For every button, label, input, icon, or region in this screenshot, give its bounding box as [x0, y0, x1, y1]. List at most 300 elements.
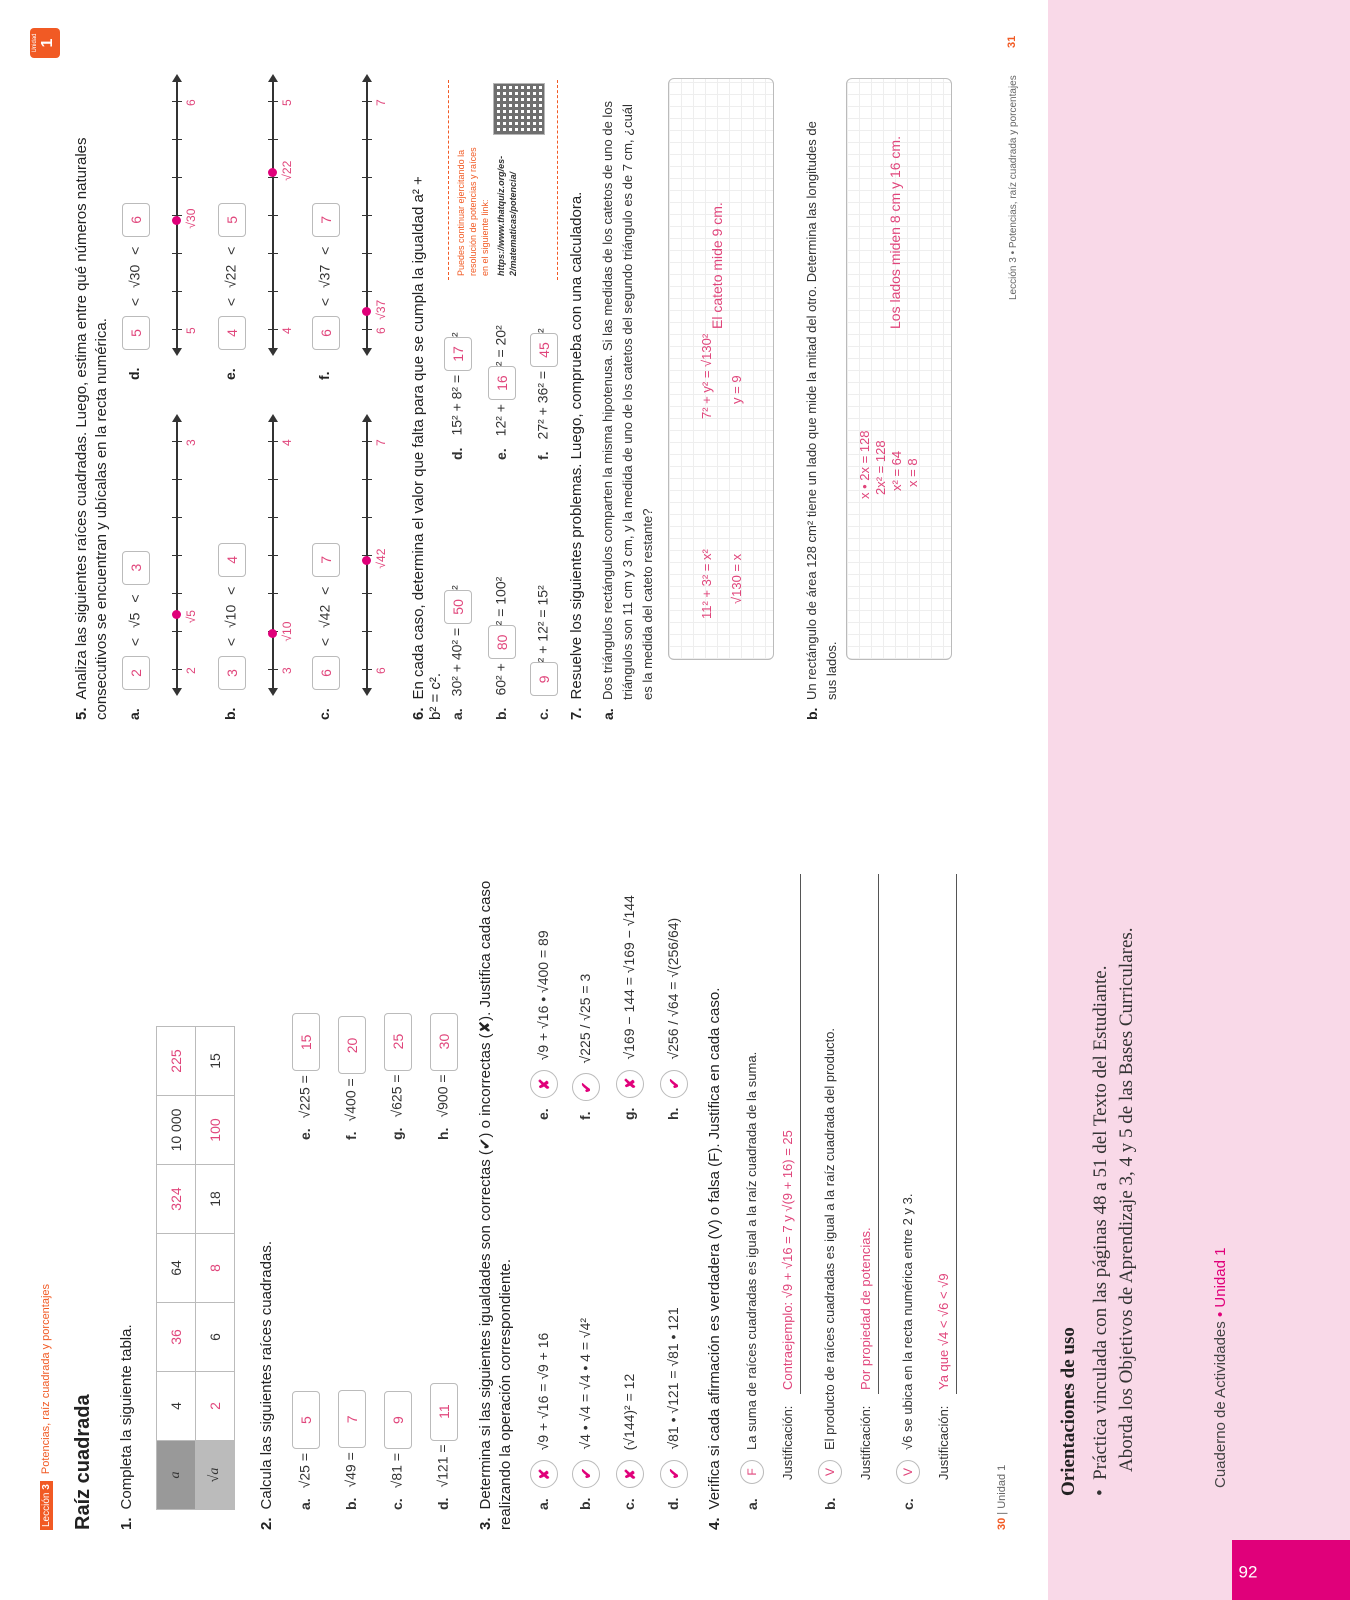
q3-item-label: c.	[621, 1498, 637, 1510]
q5-root: √10	[222, 604, 239, 629]
q5-item-label: b.	[222, 707, 238, 720]
sidebar-heading: Orientaciones de uso	[1058, 1327, 1079, 1496]
q3-mark-icon[interactable]: ✘	[616, 1460, 644, 1488]
q3-mark-icon[interactable]: ✔	[572, 1460, 600, 1488]
q5-tick	[172, 101, 182, 102]
q5-inequality	[218, 543, 246, 690]
q4-justification-answer: Ya que √4 < √6 < √9	[936, 1273, 951, 1390]
q5-tick	[268, 593, 278, 594]
q5-item-label: e.	[222, 368, 238, 380]
q1-cell-root[interactable]: 100	[196, 1096, 235, 1165]
q2-item-label: d.	[434, 1497, 451, 1510]
q5-item-label: a.	[126, 708, 142, 720]
q1-cell-root[interactable]: 15	[196, 1027, 235, 1096]
q5-tick	[362, 441, 372, 442]
q7b-work-line: x² = 64	[889, 450, 904, 491]
q3-mark-icon[interactable]: ✘	[616, 1070, 644, 1098]
q5-arrow-left-icon	[362, 348, 372, 356]
q5-item-label: d.	[126, 367, 142, 380]
q5-point-label: √37	[374, 299, 388, 320]
q5-tick-label-right: 4	[280, 439, 294, 446]
q5-point-label: √5	[184, 610, 198, 624]
q5-item	[312, 60, 402, 380]
q5-arrow-right-icon	[362, 74, 372, 82]
q5-tick	[362, 291, 372, 292]
q5-tick-label-left: 6	[374, 327, 388, 334]
q2-item-label: b.	[342, 1497, 359, 1510]
q4-statement-text: El producto de raíces cuadradas es igual a la raíz cuadrada del producto.	[822, 1027, 837, 1450]
q7b-work-area[interactable]	[846, 78, 952, 660]
q5-item-label: f.	[316, 371, 332, 380]
q1-cell-root[interactable]: 18	[196, 1165, 235, 1234]
q7a-work-area[interactable]	[668, 78, 774, 660]
lesson-badge	[40, 1481, 53, 1530]
q7b-label-text: b.	[804, 707, 820, 720]
q6-answer-box[interactable]: 9	[530, 662, 558, 696]
tip-text: Puedes continuar ejercitando la resolución de potencias y raíces en el siguiente link:	[456, 147, 490, 276]
q5-root: √5	[126, 612, 143, 629]
q5-tick	[172, 177, 182, 178]
q5-tick	[172, 253, 182, 254]
q2-number: 2.	[258, 1517, 275, 1530]
q5-tick	[362, 593, 372, 594]
q2-item-label: a.	[296, 1498, 313, 1510]
q5-point-label: √22	[280, 160, 294, 181]
q6-item-label: b.	[492, 707, 509, 720]
q6-after: ²	[534, 328, 551, 334]
q3-item-label: b.	[577, 1497, 593, 1510]
lesson-header	[40, 1284, 52, 1530]
q2-answer-box[interactable]: 7	[338, 1390, 366, 1448]
q5-tick	[268, 101, 278, 102]
q7b-text: Un rectángulo de área 128 cm² tiene un lado que mide la mitad del otro. Determina las longitudes de sus lados.	[804, 121, 839, 700]
footer-page-number: 31	[1006, 35, 1018, 48]
q3-item-label: g.	[621, 1107, 637, 1120]
q5-inequality	[312, 203, 340, 350]
q5-upper-bound-box[interactable]: 6	[122, 203, 150, 237]
q5-tick	[268, 291, 278, 292]
q6-before: 30² + 40² =	[448, 623, 465, 697]
q6-after: ²	[448, 585, 465, 590]
q2-item	[292, 1391, 320, 1510]
q4-statement-text: √6 se ubica en la recta numérica entre 2 y 3.	[900, 1193, 915, 1450]
q5-tick	[172, 631, 182, 632]
q6-item	[530, 585, 558, 720]
q2-expression: √49 =	[342, 1448, 359, 1488]
q6-answer-box[interactable]: 16	[488, 366, 516, 400]
q5-arrow-right-icon	[172, 74, 182, 82]
q1-cell-a: a	[157, 1441, 196, 1510]
q1-statement	[118, 1324, 135, 1530]
q2-item-label: c.	[388, 1498, 405, 1510]
q6-item-label: d.	[448, 447, 465, 460]
q5-item	[122, 400, 212, 720]
q5-inequality	[122, 551, 150, 690]
q3-mark-icon[interactable]: ✘	[530, 1070, 558, 1098]
q5-tick-label-right: 7	[374, 439, 388, 446]
sidebar-bullet-1: • Práctica vinculada con las páginas 48 a 51 del Texto del Estudiante.	[1090, 965, 1111, 1496]
sidebar-footer-unit: Unidad 1	[1212, 1247, 1229, 1308]
q6-item	[530, 328, 558, 460]
q5-upper-bound-box[interactable]: 7	[312, 203, 340, 237]
q3-mark-icon[interactable]: ✔	[572, 1073, 600, 1101]
q5-lt-sign: <	[316, 242, 333, 259]
q5-tick	[172, 139, 182, 140]
q5-item	[218, 400, 308, 720]
q2-answer-box[interactable]: 5	[292, 1391, 320, 1449]
q6-answer-box[interactable]: 45	[530, 333, 558, 367]
tip-link[interactable]: https://www.thatquiz.org/es-2/matematicas/potencia/	[496, 155, 518, 276]
q5-tick	[268, 329, 278, 330]
q4-justification-answer: Contraejemplo: √9 + √16 = 7 y √(9 + 16) = 25	[780, 1130, 795, 1390]
q1-cell-a[interactable]: 4	[157, 1372, 196, 1441]
footer-left: 30 | Unidad 1	[996, 1464, 1008, 1530]
q5-root: √30	[126, 264, 143, 289]
q5-upper-bound-box[interactable]: 3	[122, 551, 150, 585]
q2-item	[384, 1013, 412, 1140]
q6-answer-box[interactable]: 17	[444, 337, 472, 371]
q5-lt-sign: <	[222, 242, 239, 259]
q5-point-marker	[172, 216, 181, 225]
q3-item-label: a.	[535, 1498, 551, 1510]
q2-item-label: g.	[388, 1127, 405, 1140]
q3-item	[614, 895, 644, 1120]
q3-item	[658, 1307, 688, 1510]
q6-item-label: c.	[534, 708, 551, 720]
q5-tick	[362, 253, 372, 254]
q4-number: 4.	[706, 1517, 723, 1530]
q1-cell-root[interactable]: 8	[196, 1234, 235, 1303]
q5-upper-bound-box[interactable]: 4	[218, 543, 246, 577]
sidebar-footer-book: Cuaderno de Actividades	[1212, 1321, 1229, 1488]
q7a-work-line-1: 11² + 3² = x²	[699, 549, 714, 619]
q5-point-label: √42	[374, 548, 388, 569]
q6-item-label: a.	[448, 708, 465, 720]
q4-vf-marker[interactable]: V	[896, 1460, 920, 1484]
q5-lower-bound-box[interactable]: 5	[122, 316, 150, 350]
sidebar-page-badge	[1232, 1540, 1350, 1600]
q1-cell-root: √a	[196, 1441, 235, 1510]
q5-lower-bound-box[interactable]: 2	[122, 656, 150, 690]
q2-expression: √225 =	[296, 1071, 313, 1119]
q5-lower-bound-box[interactable]: 6	[312, 656, 340, 690]
q5-lt-sign: <	[126, 242, 143, 259]
q4-justification-label: Justificación:	[858, 1405, 873, 1480]
q5-tick	[362, 101, 372, 102]
q1-cell-a[interactable]: 324	[157, 1165, 196, 1234]
q2-answer-box[interactable]: 9	[384, 1391, 412, 1449]
q4-statement	[706, 870, 723, 1530]
q3-mark-icon[interactable]: ✔	[660, 1070, 688, 1098]
q2-answer-box[interactable]: 25	[384, 1013, 412, 1071]
q5-statement	[72, 100, 112, 720]
q2-answer-box[interactable]: 11	[430, 1383, 458, 1441]
q4-item-label: c.	[900, 1498, 916, 1510]
q2-item	[292, 1013, 320, 1140]
q1-table	[156, 1026, 235, 1510]
q2-item	[338, 1390, 366, 1510]
q3-expression: √9 + √16 • √400 = 89	[535, 930, 551, 1061]
footer-unit-text: Unidad 1	[996, 1464, 1008, 1509]
unit-badge-number: 1	[39, 38, 56, 48]
q5-tick-label-right: 3	[184, 439, 198, 446]
footer-lesson-text: Lección 3 • Potencias, raíz cuadrada y porcentajes	[1008, 75, 1019, 300]
q5-lt-sign: <	[316, 582, 333, 599]
q5-tick	[268, 479, 278, 480]
sidebar-page-number: 92	[1238, 1562, 1258, 1582]
q5-arrow-left-icon	[268, 348, 278, 356]
q5-item	[312, 400, 402, 720]
q4-item-label: b.	[822, 1497, 838, 1510]
q5-lower-bound-box[interactable]: 6	[312, 316, 340, 350]
q5-upper-bound-box[interactable]: 5	[218, 203, 246, 237]
q2-item	[430, 1013, 458, 1140]
q5-lower-bound-box[interactable]: 4	[218, 316, 246, 350]
q7b-work-line: x • 2x = 128	[857, 430, 872, 499]
q5-tick	[362, 215, 372, 216]
lesson-badge-text: Lección	[41, 1492, 52, 1527]
q5-arrow-right-icon	[268, 74, 278, 82]
sidebar-bullet-2: Aborda los Objetivos de Aprendizaje 3, 4 y 5 de las Bases Curriculares.	[1116, 927, 1137, 1472]
q3-item	[528, 1333, 558, 1510]
q4-vf-marker[interactable]: F	[740, 1460, 764, 1484]
q6-before: 12² +	[492, 400, 509, 437]
q3-statement	[476, 870, 516, 1530]
q4-item	[896, 850, 972, 1510]
q5-tick	[268, 555, 278, 556]
q7b-block	[790, 0, 1050, 800]
q5-tick-label-left: 6	[374, 667, 388, 674]
sidebar-footer	[1212, 1248, 1229, 1488]
q3-item-label: e.	[535, 1108, 551, 1120]
q5-lower-bound-box[interactable]: 3	[218, 656, 246, 690]
q2-text: Calcula las siguientes raíces cuadradas.	[258, 1241, 275, 1510]
q5-lt-sign: <	[316, 294, 333, 310]
q5-number: 5.	[73, 707, 90, 720]
q4-justification-label: Justificación:	[780, 1405, 795, 1480]
q3-expression: √81 • √121 = √81 • 121	[665, 1307, 681, 1450]
q4-statement-text: La suma de raíces cuadradas es igual a la raíz cuadrada de la suma.	[744, 1051, 759, 1450]
q5-tick	[362, 631, 372, 632]
q5-tick	[268, 139, 278, 140]
q2-item	[338, 1016, 366, 1140]
sidebar-bullet-1-text: Práctica vinculada con las páginas 48 a 51 del Texto del Estudiante.	[1090, 965, 1111, 1480]
q5-tick-label-left: 3	[280, 667, 294, 674]
page-30-content	[0, 800, 1048, 1600]
q5-lt-sign: <	[222, 634, 239, 650]
footer-page-30: 30	[996, 1517, 1008, 1530]
q4-text: Verifica si cada afirmación es verdadera (V) o falsa (F). Justifica en cada caso.	[706, 987, 723, 1510]
q3-item	[528, 930, 558, 1120]
q4-justification-label: Justificación:	[936, 1405, 951, 1480]
q2-item-label: h.	[434, 1127, 451, 1140]
q4-justification-underline	[878, 874, 879, 1394]
q5-point-marker	[268, 168, 277, 177]
q3-item-label: f.	[577, 1111, 593, 1120]
q3-expression: √256 / √64 = √(256/64)	[665, 917, 681, 1060]
q5-tick-label-right: 5	[280, 99, 294, 106]
q1-cell-root[interactable]: 2	[196, 1372, 235, 1441]
q5-point-label: √10	[280, 621, 294, 642]
q1-row-a	[157, 1027, 196, 1510]
q5-tick	[362, 517, 372, 518]
q5-tick	[268, 177, 278, 178]
q5-item	[122, 60, 212, 380]
unit-badge	[30, 28, 60, 58]
q3-mark-icon[interactable]: ✘	[530, 1460, 558, 1488]
q6-item	[488, 577, 516, 720]
q5-point-marker	[362, 307, 371, 316]
q5-upper-bound-box[interactable]: 7	[312, 543, 340, 577]
q3-text: Determina si las siguientes igualdades son correctas (✔) o incorrectas (✘). Justifica cada caso realizando la operación correspondiente.	[477, 880, 514, 1530]
q5-point-label: √30	[184, 208, 198, 229]
q6-before: 60² +	[492, 659, 509, 696]
q5-tick-label-right: 7	[374, 99, 388, 106]
tip-box	[448, 80, 558, 280]
q6-after: ²	[448, 332, 465, 337]
q3-expression: √9 + √16 = √9 + 16	[535, 1332, 551, 1451]
lesson-badge-number: 3	[41, 1484, 52, 1490]
q1-cell-a[interactable]: 36	[157, 1303, 196, 1372]
q3-expression: √225 / √25 = 3	[577, 973, 593, 1064]
q3-item	[658, 918, 688, 1120]
q2-item-label: f.	[342, 1131, 359, 1140]
q5-tick	[362, 139, 372, 140]
q4-justification-underline	[800, 874, 801, 1394]
q5-lt-sign: <	[316, 634, 333, 650]
q2-answer-box[interactable]: 30	[430, 1013, 458, 1071]
q6-item-label: f.	[534, 451, 551, 460]
q5-arrow-right-icon	[362, 414, 372, 422]
q5-arrow-right-icon	[268, 414, 278, 422]
q5-tick	[172, 441, 182, 442]
q1-cell-a[interactable]: 64	[157, 1234, 196, 1303]
unit-badge-small: Unidad	[32, 33, 38, 53]
q5-tick	[172, 593, 182, 594]
q2-item	[384, 1391, 412, 1510]
q5-root: √37	[316, 264, 333, 289]
q5-lt-sign: <	[222, 294, 239, 310]
q3-mark-icon[interactable]: ✔	[660, 1460, 688, 1488]
q5-lt-sign: <	[126, 634, 143, 650]
q7a-label: a.	[600, 708, 616, 720]
q7b-work-line: 2x² = 128	[873, 440, 888, 495]
q5-text: Analiza las siguientes raíces cuadradas. Luego, estima entre qué números naturales consecutivos se encuentran y ubícalas en la recta numérica.	[73, 137, 110, 720]
q7a-work-line-4: y = 9	[729, 375, 744, 404]
q6-text: En cada caso, determina el valor que falta para que se cumpla la igualdad a² + b² = c².	[410, 176, 444, 720]
q4-justification-underline	[956, 874, 957, 1394]
q5-inequality	[218, 203, 246, 350]
q7-statement	[568, 80, 585, 720]
q5-lt-sign: <	[126, 590, 143, 607]
q5-tick	[362, 177, 372, 178]
q6-item	[488, 325, 516, 460]
q6-before: 15² + 8² =	[448, 370, 465, 436]
q4-item	[740, 850, 816, 1510]
q1-cell-root[interactable]: 6	[196, 1303, 235, 1372]
q5-tick-label-left: 4	[280, 327, 294, 334]
q6-item	[444, 332, 472, 460]
qr-code-icon	[493, 83, 545, 135]
q5-item-label: c.	[316, 708, 332, 720]
q5-tick	[268, 441, 278, 442]
q6-item	[444, 585, 472, 720]
q5-tick	[268, 253, 278, 254]
q5-root: √22	[222, 264, 239, 289]
q3-item	[614, 1374, 644, 1510]
q2-expression: √625 =	[388, 1070, 405, 1118]
q5-arrow-left-icon	[268, 688, 278, 696]
q5-arrow-left-icon	[362, 688, 372, 696]
q7a-answer: El cateto mide 9 cm.	[709, 202, 725, 329]
q2-expression: √81 =	[388, 1449, 405, 1489]
q4-item-label: a.	[744, 1498, 760, 1510]
q6-after: ² = 20²	[492, 325, 509, 367]
q5-point-marker	[172, 610, 181, 619]
book-page-30	[0, 800, 1049, 1600]
q7-text: Resuelve los siguientes problemas. Luego, comprueba con una calculadora.	[568, 191, 585, 700]
q6-answer-box[interactable]: 50	[444, 590, 472, 624]
q7a-work-line-3: 7² + y² = √130²	[699, 333, 714, 419]
q5-tick-label-left: 2	[184, 667, 198, 674]
q2-expression: √121 =	[434, 1440, 451, 1488]
q3-expression: √4 • √4 = √4 • 4 = √4²	[577, 1317, 593, 1450]
q7b-answer: Los lados miden 8 cm y 16 cm.	[887, 136, 903, 329]
q5-tick	[172, 555, 182, 556]
q1-cell-a[interactable]: 225	[157, 1027, 196, 1096]
q5-item	[218, 60, 308, 380]
q2-item	[430, 1383, 458, 1510]
q6-answer-box[interactable]: 80	[488, 625, 516, 659]
q2-answer-box[interactable]: 15	[292, 1013, 320, 1071]
q1-number: 1.	[118, 1517, 135, 1530]
q5-tick	[172, 479, 182, 480]
q5-tick	[172, 329, 182, 330]
q6-before: 27² + 36² =	[534, 367, 551, 440]
q5-tick	[268, 215, 278, 216]
q4-vf-marker[interactable]: V	[818, 1460, 842, 1484]
q1-text: Completa la siguiente tabla.	[118, 1324, 135, 1510]
q3-item	[570, 974, 600, 1120]
q5-inequality	[312, 543, 340, 690]
lesson-title: Potencias, raíz cuadrada y porcentajes	[40, 1283, 52, 1475]
q7b-work	[857, 430, 921, 499]
q5-point-marker	[268, 629, 277, 638]
q3-item-label: h.	[665, 1107, 681, 1120]
q4-item	[818, 850, 894, 1510]
q5-tick-label-right: 6	[184, 99, 198, 106]
q2-expression: √400 =	[342, 1074, 359, 1122]
q5-tick-label-left: 5	[184, 327, 198, 334]
q4-justification-answer: Por propiedad de potencias.	[858, 1227, 873, 1390]
q3-item-label: d.	[665, 1497, 681, 1510]
q5-tick	[172, 669, 182, 670]
q5-lt-sign: <	[222, 582, 239, 599]
sidebar-content	[1048, 0, 1350, 1600]
q2-answer-box[interactable]: 20	[338, 1016, 366, 1074]
q5-arrow-left-icon	[172, 688, 182, 696]
q3-item	[570, 1318, 600, 1510]
q6-after: ² + 12² = 15²	[534, 585, 551, 663]
q6-after: ² = 100²	[492, 576, 509, 626]
q5-tick	[268, 517, 278, 518]
q1-cell-a[interactable]: 10 000	[157, 1096, 196, 1165]
q3-expression: √169 − 144 = √169 − √144	[621, 895, 637, 1060]
q3-number: 3.	[477, 1517, 494, 1530]
page-title: Raíz cuadrada	[72, 1394, 94, 1530]
q5-tick	[172, 517, 182, 518]
q5-root: √42	[316, 604, 333, 629]
